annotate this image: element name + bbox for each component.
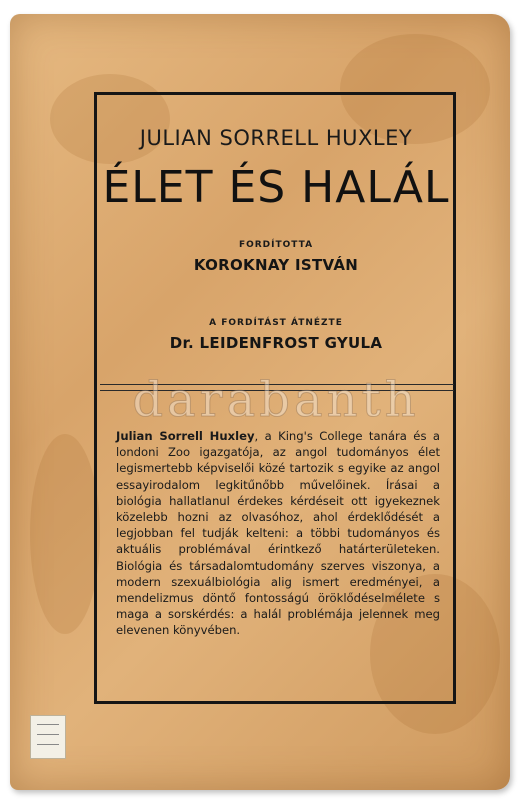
- label-line: [37, 724, 59, 725]
- translator-name: KOROKNAY ISTVÁN: [193, 256, 359, 274]
- library-label: [30, 715, 66, 759]
- blurb-body: , a King's College tanára és a londoni Zoo igazgatója, az angol tudományos élet legismertebb képviselői közé tartozik s egyike az angol essayirodalom legkitűnőbb művelőinek. Írásai a biológia hallatlanul érdekes kérdéseit ott igyekeznek közelebb hozni az olvasóhoz, ahol érdeklődését a legjobban fel tudják kelteni: a többi tudományos és aktuális problémával érintkező határterületeken. Biológia és társadalomtudomány szerves viszonya, a modern szexuálbiológia alig ismert eredményei, a mendelizmus döntő fontosságú öröklődéselmélete s maga a sorskérdés: a halál problémája jelennek meg elevenen könyvében.: [116, 429, 440, 638]
- label-line: [37, 744, 59, 745]
- reviewer-name: Dr. LEIDENFROST GYULA: [169, 334, 383, 352]
- book-title: ÉLET ÉS HALÁL: [102, 162, 450, 213]
- blurb-text: [116, 428, 440, 639]
- watermark: darabanth: [132, 372, 420, 428]
- translated-by-label: FORDÍTOTTA: [238, 240, 314, 250]
- paper-stain: [30, 434, 100, 634]
- author-name: JULIAN SORRELL HUXLEY: [139, 126, 413, 150]
- blurb-author-name: Julian Sorrell Huxley: [116, 429, 255, 443]
- label-line: [37, 734, 59, 735]
- reviewed-by-label: A FORDÍTÁST ÁTNÉZTE: [209, 318, 343, 328]
